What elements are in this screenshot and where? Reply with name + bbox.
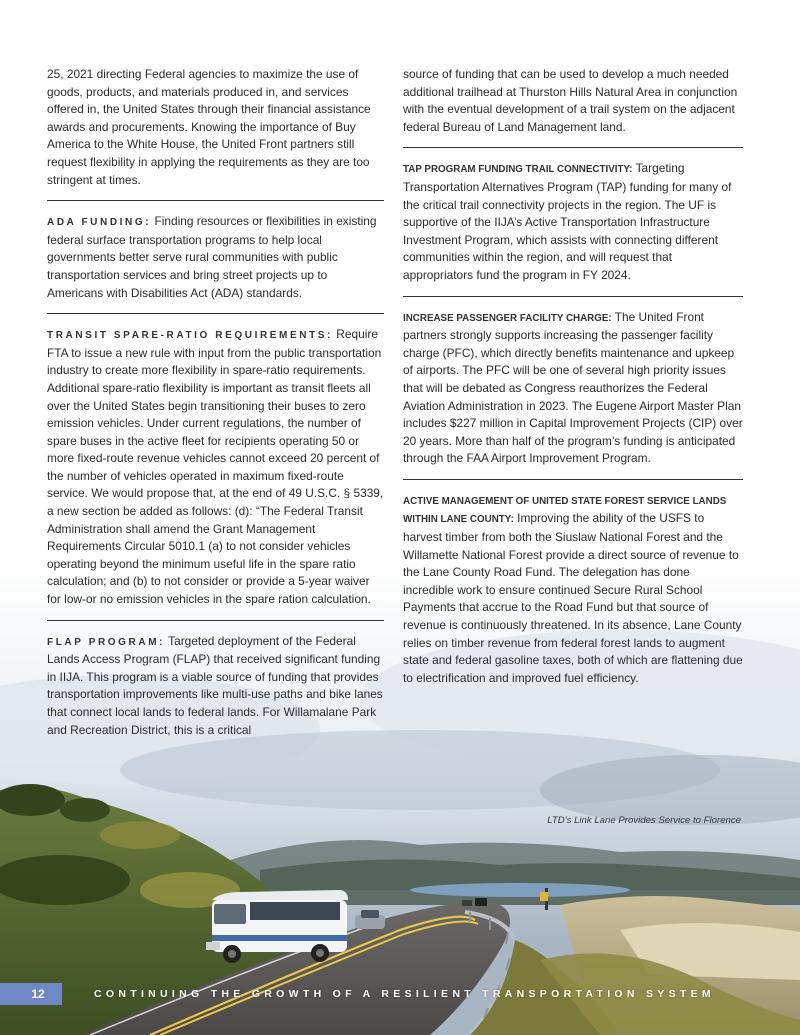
flap-program-section — [47, 633, 384, 740]
passenger-facility-charge-body: The United Front partners strongly supports increasing the passenger facility charge (PFC), which directly benefits maintenance and upkeep of airports. The PFC will be one of several high priority issues that will be debated as Congress reauthorizes the Federal Aviation Administration in 2023. The Eugene Airport Master Plan includes $227 million in Capital Improvement Projects (CIP) over 20 years. More than half of the program’s funding is anticipated through the FAA Airport Improvement Program. — [403, 309, 743, 466]
section-divider — [47, 200, 384, 201]
ada-funding-section — [47, 213, 384, 302]
page-number-badge — [0, 983, 62, 1005]
page-footer — [0, 983, 800, 1005]
section-divider — [403, 296, 743, 297]
passenger-facility-charge-section — [403, 309, 743, 468]
section-divider — [403, 479, 743, 480]
right-intro-paragraph: source of funding that can be used to develop a much needed additional trailhead at Thurston Hills Natural Area in conjunction with the eventual development of a trail system on the adjacent federal Bureau of Land Management land. — [403, 67, 738, 134]
footer-title: CONTINUING THE GROWTH OF A RESILIENT TRANSPORTATION SYSTEM — [94, 988, 715, 1000]
flap-program-heading: FLAP PROGRAM: — [47, 636, 166, 648]
forest-service-body: Improving the ability of the USFS to harvest timber from both the Siuslaw National Forest and the Willamette National Forest provide a direct source of revenue to the Lane County Road Fund. The delegation has done incredible work to ensure continued Secure Rural School Payments that accrue to the Road Fund but that source of revenue is continuously threatened. In its absence, Lane County relies on timber revenue from federal forest lands to augment state and federal gasoline taxes, both of which are flattening due to electrification and improved fuel efficiency. — [403, 511, 743, 685]
tap-program-body: Targeting Transportation Alternatives Program (TAP) funding for many of the critical trail connectivity projects in the region. The UF is supportive of the IIJA’s Active Transportation Infrastructure Investment Program, which assists with connecting different communities within the region, and will request that appropriators fund the program in FY 2024. — [403, 161, 732, 282]
ada-funding-heading: ADA FUNDING: — [47, 217, 152, 229]
section-divider — [47, 313, 384, 314]
section-divider — [403, 147, 743, 148]
forest-service-section — [403, 492, 743, 688]
ada-funding-body: Finding resources or flexibilities in existing federal surface transportation programs to help local governments better serve rural communities with public transportation services and bring street projects up to Americans with Disabilities Act (ADA) standards. — [47, 214, 377, 300]
passenger-facility-charge-heading: INCREASE PASSENGER FACILITY CHARGE: — [403, 312, 612, 324]
tap-program-heading: TAP PROGRAM FUNDING TRAIL CONNECTIVITY: — [403, 164, 633, 176]
forest-service-heading: ACTIVE MANAGEMENT OF UNITED STATE FOREST SERVICE LANDS WITHIN LANE COUNTY: — [403, 495, 727, 526]
right-column — [403, 66, 743, 687]
tap-program-section — [403, 160, 743, 284]
left-column — [47, 66, 384, 739]
transit-spare-ratio-body: Require FTA to issue a new rule with input from the public transportation industry to create more flexibility in spare-ratio requirements. Additional spare-ratio flexibility is important as transit fleets all over the United States begin transitioning their buses to zero emission vehicles. Under current regulations, the number of spare buses in the active fleet for recipients operating 50 or more fixed-route revenue vehicles cannot exceed 20 percent of the number of vehicles operated in maximum fixed-route service. We would propose that, at the end of 49 U.S.C. § 5339, a new section be added as follows: (d): “The Federal Transit Administration shall amend the Grant Management Requirements Circular 5010.1 (a) to not consider vehicles operating beyond the minimum useful life in the spare ratio calculation; and (b) to not consider or provide a 5-year waiver for low-or no emission vehicles in the spare ration calculation. — [47, 327, 384, 607]
left-intro-paragraph: 25, 2021 directing Federal agencies to maximize the use of goods, products, and materials produced in, and services offered in, the United States through their financial assistance awards and procurements. Knowing the importance of Buy America to the White House, the United Front partners still request flexibility in applying the requirements as they are too stringent at times. — [47, 67, 371, 187]
photo-caption: LTD’s Link Lane Provides Service to Florence — [547, 815, 741, 826]
page-number: 12 — [31, 987, 45, 1001]
transit-spare-ratio-section — [47, 326, 384, 609]
section-divider — [47, 620, 384, 621]
flap-program-body: Targeted deployment of the Federal Lands Access Program (FLAP) that received significant funding in IIJA. This program is a viable source of funding that provides transportation improvements like multi-use paths and bike lanes that connect local lands to federal lands. For Willamalane Park and Recreation District, this is a critical — [47, 633, 383, 737]
transit-spare-ratio-heading: TRANSIT SPARE-RATIO REQUIREMENTS: — [47, 330, 333, 342]
